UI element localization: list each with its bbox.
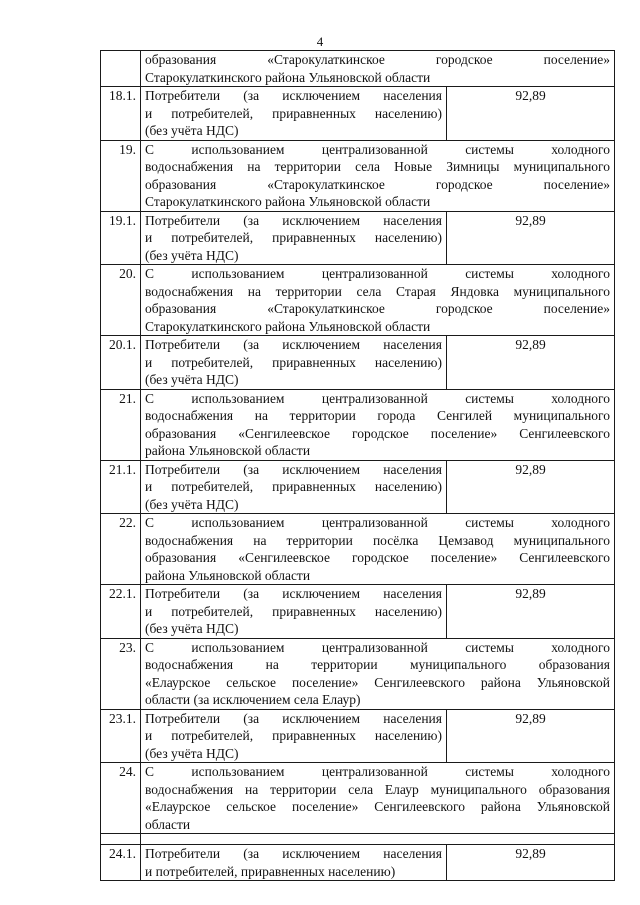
system-description [141, 265, 615, 336]
tariff-value: 92,89 [447, 845, 615, 881]
system-description [141, 763, 615, 834]
text-line: С использованием централизованной системы холодного [145, 639, 610, 655]
row-number: 23. [101, 638, 141, 709]
row-number: 20.1. [101, 336, 141, 390]
text-line: Старокулаткинского района Ульяновской области [145, 318, 431, 334]
consumer-description [141, 709, 447, 763]
text-line: образования «Старокулаткинское городское поселение» [145, 176, 610, 192]
spacer-row [101, 834, 615, 845]
text-line: водоснабжения на территории села Новые Зимницы муниципального [145, 159, 610, 174]
system-row [101, 514, 615, 585]
text-line: и потребителей, приравненных населению) [145, 863, 396, 879]
text-line: Потребители (за исключением населения [145, 212, 442, 228]
text-line: области (за исключением села Елаур) [145, 692, 361, 707]
text-line: водоснабжения на территории посёлка Цемзавод муниципального [145, 532, 610, 548]
row-number: 18.1. [101, 87, 141, 141]
row-number: 22. [101, 514, 141, 585]
consumer-row [101, 460, 615, 514]
text-line: водоснабжения на территории села Елаур муниципального образования [145, 781, 610, 797]
text-line: образования «Сенгилеевское городское поселение» Сенгилеевского [145, 425, 610, 441]
tariff-value: 92,89 [447, 585, 615, 639]
system-description [141, 51, 615, 87]
consumer-row [101, 585, 615, 639]
row-number: 24. [101, 763, 141, 834]
text-line: и потребителей, приравненных населению) [145, 728, 442, 743]
consumer-row [101, 211, 615, 265]
text-line: и потребителей, приравненных населению) [145, 354, 442, 370]
text-line: образования «Старокулаткинское городское поселение» [145, 52, 610, 67]
text-line: водоснабжения на территории села Старая Яндовка муниципального [145, 283, 610, 299]
text-line: (без учёта НДС) [145, 123, 239, 138]
page-number: 4 [316, 34, 324, 49]
text-line: Старокулаткинского района Ульяновской области [145, 194, 431, 209]
system-row [101, 265, 615, 336]
text-line: (без учёта НДС) [145, 247, 239, 263]
tariff-table [100, 50, 615, 881]
text-line: и потребителей, приравненных населению) [145, 105, 442, 121]
consumer-row [101, 845, 615, 881]
tariff-value: 92,89 [447, 709, 615, 763]
consumer-description [141, 460, 447, 514]
text-line: (без учёта НДС) [145, 621, 239, 636]
text-line: С использованием централизованной системы холодного [145, 141, 610, 157]
tariff-value: 92,89 [447, 336, 615, 390]
text-line: и потребителей, приравненных населению) [145, 603, 442, 619]
text-line: и потребителей, приравненных населению) [145, 479, 442, 494]
consumer-description [141, 336, 447, 390]
consumer-description [141, 845, 447, 881]
text-line: Старокулаткинского района Ульяновской области [145, 69, 431, 85]
text-line: водоснабжения на территории города Сенгилей муниципального [145, 408, 610, 423]
spacer-cell [101, 834, 141, 845]
system-description [141, 638, 615, 709]
row-number: 21.1. [101, 460, 141, 514]
tariff-value: 92,89 [447, 87, 615, 141]
system-row [101, 140, 615, 211]
text-line: образования «Сенгилеевское городское поселение» Сенгилеевского [145, 550, 610, 565]
row-number: 22.1. [101, 585, 141, 639]
text-line: области [145, 816, 191, 832]
text-line: (без учёта НДС) [145, 496, 239, 512]
row-number [101, 51, 141, 87]
text-line: Потребители (за исключением населения [145, 586, 442, 601]
text-line: С использованием централизованной системы холодного [145, 390, 610, 406]
system-description [141, 514, 615, 585]
text-line: Потребители (за исключением населения [145, 710, 442, 726]
text-line: Потребители (за исключением населения [145, 461, 442, 477]
text-line: Потребители (за исключением населения [145, 846, 442, 861]
text-line: «Елаурское сельское поселение» Сенгилеевского района Ульяновской [145, 674, 610, 690]
consumer-row [101, 709, 615, 763]
text-line: и потребителей, приравненных населению) [145, 230, 442, 245]
system-row [101, 389, 615, 460]
tariff-value: 92,89 [447, 211, 615, 265]
text-line: образования «Старокулаткинское городское поселение» [145, 301, 610, 316]
consumer-row [101, 87, 615, 141]
system-row [101, 638, 615, 709]
text-line: «Елаурское сельское поселение» Сенгилеевского района Ульяновской [145, 799, 610, 814]
spacer-cell [141, 834, 615, 845]
row-number: 19. [101, 140, 141, 211]
text-line: района Ульяновской области [145, 443, 311, 458]
continuation-row [101, 51, 615, 87]
system-description [141, 140, 615, 211]
text-line: (без учёта НДС) [145, 745, 239, 761]
consumer-row [101, 336, 615, 390]
text-line: Потребители (за исключением населения [145, 337, 442, 352]
text-line: С использованием централизованной системы холодного [145, 764, 610, 779]
system-row [101, 763, 615, 834]
row-number: 21. [101, 389, 141, 460]
tariff-value: 92,89 [447, 460, 615, 514]
consumer-description [141, 211, 447, 265]
text-line: водоснабжения на территории муниципального образования [145, 657, 610, 672]
row-number: 23.1. [101, 709, 141, 763]
row-number: 24.1. [101, 845, 141, 881]
text-line: С использованием централизованной системы холодного [145, 266, 610, 281]
consumer-description [141, 87, 447, 141]
consumer-description [141, 585, 447, 639]
row-number: 20. [101, 265, 141, 336]
text-line: района Ульяновской области [145, 567, 311, 583]
row-number: 19.1. [101, 211, 141, 265]
system-description [141, 389, 615, 460]
text-line: Потребители (за исключением населения [145, 88, 442, 103]
text-line: (без учёта НДС) [145, 372, 239, 387]
text-line: С использованием централизованной системы холодного [145, 515, 610, 530]
